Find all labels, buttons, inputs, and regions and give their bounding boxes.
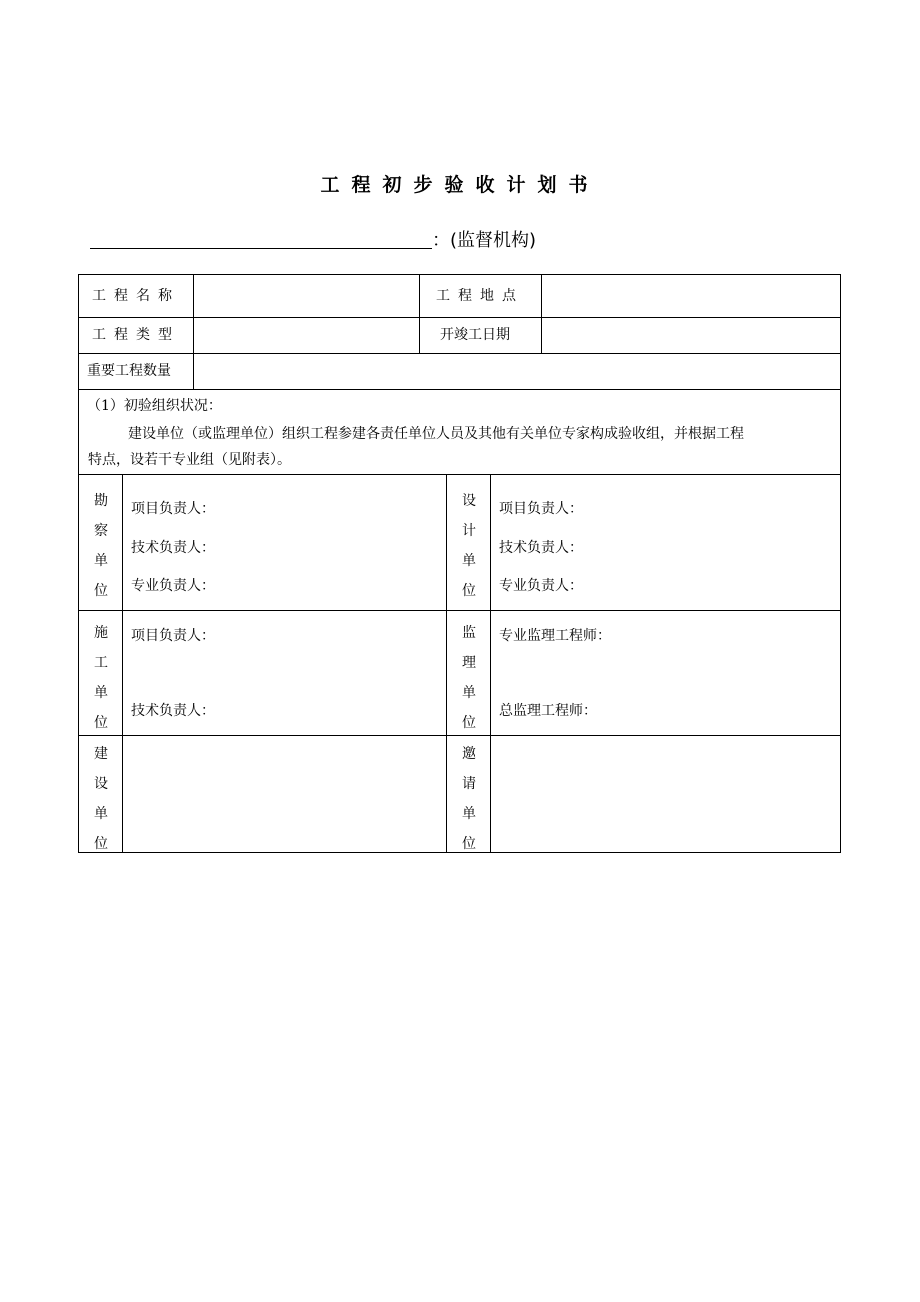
key-quantity-label: 重要工程数量 [87,363,171,379]
construction-tech-lead: 技术负责人： [131,703,215,719]
project-location-field[interactable] [542,275,840,316]
row-divider [78,474,841,475]
owner-unit-field[interactable] [123,736,445,852]
document-title: 工程初步验收计划书 [320,174,600,196]
recipient-label: ：(监督机构) [432,230,537,251]
recipient-blank-field[interactable] [90,226,432,249]
invited-unit-field[interactable] [491,736,840,852]
project-name-field[interactable] [194,275,418,316]
project-name-label: 工程名称 [92,288,180,304]
survey-tech-lead: 技术负责人： [131,540,215,556]
design-project-lead: 项目负责人： [499,501,583,517]
design-specialty-lead: 专业负责人： [499,578,583,594]
key-quantity-field[interactable] [194,354,840,388]
design-unit-label: 设 计 单 位 [462,493,476,599]
survey-project-lead: 项目负责人： [131,501,215,517]
col-divider [419,274,420,353]
construction-project-lead: 项目负责人： [131,628,215,644]
project-type-label: 工程类型 [92,327,180,343]
supervision-unit-label: 监 理 单 位 [462,625,476,731]
supervision-specialty-engineer: 专业监理工程师： [499,628,611,644]
start-end-date-label: 开竣工日期 [440,327,510,343]
start-end-date-field[interactable] [542,318,840,352]
survey-unit-label: 勘 察 单 位 [94,493,108,599]
project-type-field[interactable] [194,318,418,352]
row-divider [78,610,841,611]
supervision-chief-engineer: 总监理工程师： [499,703,597,719]
survey-specialty-lead: 专业负责人： [131,578,215,594]
row-divider [78,389,841,390]
invited-unit-label: 邀 请 单 位 [462,746,476,852]
section1-paragraph [88,420,833,474]
owner-unit-label: 建 设 单 位 [94,746,108,852]
project-location-label: 工程地点 [436,288,524,304]
construction-unit-label: 施 工 单 位 [94,625,108,731]
section1-heading: （1）初验组织状况： [87,398,222,414]
section1-line1: 建设单位（或监理单位）组织工程参建各责任单位人员及其他有关单位专家构成验收组，并根据工程 [128,426,744,442]
design-tech-lead: 技术负责人： [499,540,583,556]
section1-line2: 特点，设若干专业组（见附表）。 [88,452,291,468]
